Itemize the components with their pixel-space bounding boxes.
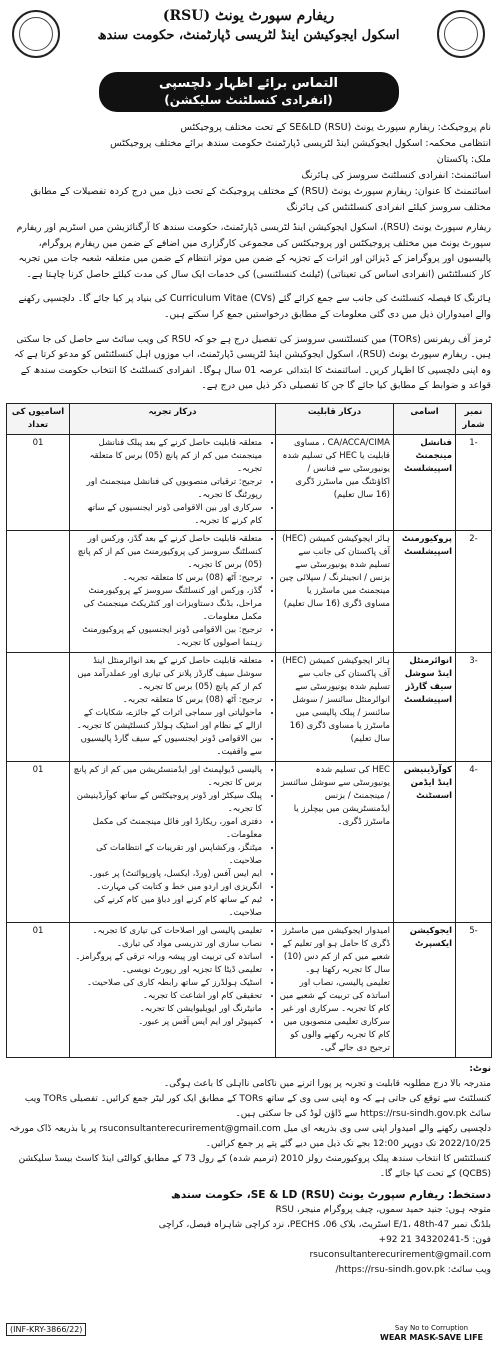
col-header-experience: درکار تجربہ	[70, 403, 276, 434]
banner-line2: (انفرادی کنسلٹنٹ سلیکشن)	[164, 93, 333, 107]
experience-list	[73, 764, 272, 920]
experience-item: • مانیٹرنگ اور ایویلیوایشن کا تجربہ۔	[73, 1003, 262, 1016]
note-item: مندرجہ بالا درج مطلوبہ قابلیت و تجربہ پر پورا اترنے میں ناکامی نااہلی کا باعث ہوگی۔	[163, 1078, 491, 1089]
col-header-post: اسامی	[394, 403, 456, 434]
experience-item: • تعلیمی ڈیٹا کا تجزیہ اور رپورٹ نویسی۔	[73, 964, 262, 977]
cell-qualification: امیدوار ایجوکیشن میں ماسٹرز ڈگری کا حامل ہو اور تعلیم کے شعبے میں کم از کم دس (10) سال کا تجربہ رکھتا ہو۔ تعلیمی پالیسی، نصاب اور اساتذہ کی تربیت کے شعبے میں کام کا تجربہ۔ سرکاری اور غیر سرکاری تعلیمی منصوبوں میں کام کا تجربہ رکھنے والوں کو ترجیح دی جائے گی۔	[276, 922, 394, 1057]
stamp-line1: Say No to Corruption	[394, 1324, 469, 1332]
cell-post: ایجوکیشن ایکسپرٹ	[394, 922, 456, 1057]
notes-title: نوٹ:	[469, 1063, 491, 1074]
experience-list	[73, 655, 272, 759]
cell-count: 01	[7, 434, 70, 530]
experience-item: • ایم ایس آفس (ورڈ، ایکسل، پاورپوائنٹ) پر عبور۔	[73, 868, 262, 881]
cell-qualification: ہائر ایجوکیشن کمیشن (HEC) آف پاکستان کی جانب سے تسلیم شدہ یونیورسٹی سے بزنس / انجینئرنگ / سپلائی چین مینجمنٹ میں ماسٹرز یا مساوی ڈگری (16 سال تعلیم)	[276, 530, 394, 652]
title-banner	[99, 72, 399, 112]
header-titles	[70, 8, 427, 43]
notes	[6, 1062, 491, 1182]
cell-count	[7, 652, 70, 761]
col-header-qualification: درکار قابلیت	[276, 403, 394, 434]
experience-item: • کمپیوٹر اور ایم ایس آفس پر عبور۔	[73, 1016, 262, 1029]
cell-experience	[70, 761, 276, 922]
sindh-govt-seal-icon	[437, 10, 485, 58]
cell-count: 01	[7, 761, 70, 922]
cell-post: انوائرمنٹل اینڈ سوشل سیف گارڈز اسپیشلسٹ	[394, 652, 456, 761]
paragraph: ریفارم سپورٹ یونٹ (RSU)، اسکول ایجوکیشن اینڈ لٹریسی ڈپارٹمنٹ، حکومت سندھ کا آرگنائزیشن میں اسٹریم اور ریفارم سپورٹ یونٹ میں مختلف پروجیکٹس اور پروجیکٹس کی مجموعی کارگزاری میں اضافے کے ضمن میں ریفارم پروگرام، پالیسیوں اور پروگرامز کے ڈیزائن اور اثرات کے تجزیہ کے ضمن میں موثر انتظام کے ضمن میں متعلقہ شعبہ جات میں تجربہ کار کنسلٹنٹس (انفرادی اساس کی تعیناتی) (ٹیلنٹ کنسلٹنسی) کی خدمات ایک سال کی مدت کیلئے حاصل کرنا چاہتا ہے۔	[16, 222, 491, 280]
experience-list	[73, 533, 272, 650]
cell-qualification: HEC کی تسلیم شدہ یونیورسٹی سے سوشل سائنسز / مینجمنٹ / بزنس ایڈمنسٹریشن میں بیچلرز یا ماسٹرز ڈگری۔	[276, 761, 394, 922]
experience-list	[73, 437, 272, 528]
website-link[interactable]: ویب سائٹ: https://rsu-sindh.gov.pk/	[335, 1264, 491, 1275]
header-line1: ریفارم سپورٹ یونٹ (RSU)	[162, 8, 335, 24]
cell-count	[7, 530, 70, 652]
table-row	[7, 761, 492, 922]
cell-sn: -5	[456, 922, 492, 1057]
experience-item: • پالیسی ڈیولپمنٹ اور ایڈمنسٹریشن میں کم از کم پانچ برس کا تجربہ۔	[73, 764, 262, 790]
cell-post: کوآرڈینیشن اینڈ ایڈمن اسسٹنٹ	[394, 761, 456, 922]
experience-item: • متعلقہ قابلیت حاصل کرنے کے بعد گڈز، ورکس اور کنسلٹنگ سروسز کی پروکیورمنٹ میں کم از کم پانچ (05) برس کا تجربہ۔	[73, 533, 262, 572]
meta-assignment-title: اسائنمنٹ کا عنوان: ریفارم سپورٹ یونٹ (RSU) کے مختلف پروجیکٹ کے تحت ذیل میں درج کردہ تفصیلات کے مطابق مختلف سروسز کیلئے انفرادی کنسلٹنٹس کی ہائرنگ	[30, 186, 491, 213]
table-row	[7, 652, 492, 761]
cell-experience	[70, 434, 276, 530]
experience-list	[73, 925, 272, 1029]
cell-experience	[70, 922, 276, 1057]
address: بلڈنگ نمبر 47-E/1، 48th اسٹریٹ، بلاک 06، PECHS، نزد کراچی شاہراہ فیصل، کراچی	[158, 1219, 491, 1230]
cell-post: پروکیورمنٹ اسپیشلسٹ	[394, 530, 456, 652]
anti-corruption-stamp	[380, 1324, 483, 1342]
experience-item: • ترجیح: آٹھ (08) برس کا متعلقہ تجربہ۔	[73, 572, 262, 585]
experience-item: • دفتری امور، ریکارڈ اور فائل مینجمنٹ کی مکمل معلومات۔	[73, 816, 262, 842]
experience-item: • میٹنگز، ورکشاپس اور تقریبات کے انتظامات کی صلاحیت۔	[73, 842, 262, 868]
attention-line: متوجہ ہوں: جنید حمید سموں، چیف پروگرام منیجر، RSU	[275, 1204, 491, 1215]
experience-item: • تعلیمی پالیسی اور اصلاحات کی تیاری کا تجربہ۔	[73, 925, 262, 938]
experience-item: • متعلقہ قابلیت حاصل کرنے کے بعد پبلک فنانشل مینجمنٹ میں کم از کم پانچ (05) برس کا متعلقہ تجربہ۔	[73, 437, 262, 476]
table-row	[7, 434, 492, 530]
experience-item: • ٹیم کے ساتھ کام کرنے اور دباؤ میں کام کرنے کی صلاحیت۔	[73, 894, 262, 920]
experience-item: • ترجیح: بین الاقوامی ڈونر ایجنسیوں کے پروکیورمنٹ رہنما اصولوں کا تجربہ۔	[73, 624, 262, 650]
phone: فون: 5-34320241 21 92+	[378, 1234, 491, 1245]
table-header-row	[7, 403, 492, 434]
ad-code-badge: (INF-KRY-3866/22)	[6, 1323, 86, 1336]
positions-table	[6, 403, 492, 1058]
cell-experience	[70, 530, 276, 652]
note-item: کنسلٹنٹس کا انتخاب سندھ پبلک پروکیورمنٹ رولز 2010 (ترمیم شدہ) کے رول 73 کے مطابق کوالٹی اینڈ کاسٹ بیسڈ سلیکشن (QCBS) کے تحت کیا جائے گا۔	[18, 1153, 491, 1179]
experience-item: • ترجیح: آٹھ (08) برس کا متعلقہ تجربہ۔	[73, 694, 262, 707]
header	[6, 4, 491, 70]
cell-post: فنانشل مینجمنٹ اسپیشلسٹ	[394, 434, 456, 530]
project-meta	[6, 120, 491, 216]
cell-qualification: ہائر ایجوکیشن کمیشن (HEC) آف پاکستان کی جانب سے تسلیم شدہ یونیورسٹی سے انوائرمنٹل سائنسز / سوشل سائنسز / پبلک پالیسی میں ماسٹرز یا مساوی ڈگری (16 سال تعلیم)	[276, 652, 394, 761]
cell-sn: -3	[456, 652, 492, 761]
footer	[6, 1188, 491, 1278]
cell-sn: -1	[456, 434, 492, 530]
signoff: دستخط: ریفارم سپورٹ یونٹ (RSU) SE & LD، حکومت سندھ	[170, 1188, 491, 1201]
experience-item: • بین الاقوامی ڈونر ایجنسیوں کے سیف گارڈ پالیسیوں سے واقفیت۔	[73, 733, 262, 759]
experience-item: • ماحولیاتی اور سماجی اثرات کے جائزے، شکایات کے ازالے کے نظام اور اسٹیک ہولڈر کنسلٹیشن کا تجربہ۔	[73, 707, 262, 733]
experience-item: • تحقیقی کام اور اشاعت کا تجربہ۔	[73, 990, 262, 1003]
cell-qualification: CA/ACCA/CIMA ، مساوی قابلیت یا HEC کی تسلیم شدہ یونیورسٹی سے فنانس / اکاؤنٹنگ میں ماسٹرز ڈگری (16 سال تعلیم)	[276, 434, 394, 530]
experience-item: • اسٹیک ہولڈرز کے ساتھ رابطہ کاری کی صلاحیت۔	[73, 977, 262, 990]
experience-item: • انگریزی اور اردو میں خط و کتابت کی مہارت۔	[73, 881, 262, 894]
experience-item: • گڈز، ورکس اور کنسلٹنگ سروسز کے پروکیورمنٹ مراحل، بڈنگ دستاویزات اور کنٹریکٹ مینجمنٹ کی مکمل معلومات۔	[73, 585, 262, 624]
experience-item: • اساتذہ کی تربیت اور پیشہ ورانہ ترقی کے پروگرامز۔	[73, 951, 262, 964]
col-header-sn: نمبر شمار	[456, 403, 492, 434]
note-item: دلچسپی رکھنے والے امیدوار اپنی سی وی بذریعہ ای میل rsuconsultanterecurirement@gmail.com پر یا بذریعہ ڈاک مورخہ 2022/10/25 تک دوپہر 12:00 بجے تک ذیل میں دیے گئے پتے پر جمع کرائیں۔	[9, 1123, 491, 1149]
cell-experience	[70, 652, 276, 761]
cell-sn: -2	[456, 530, 492, 652]
experience-item: • نصاب سازی اور تدریسی مواد کی تیاری۔	[73, 938, 262, 951]
meta-agency: انتظامی محکمہ: اسکول ایجوکیشن اینڈ لٹریسی ڈپارٹمنٹ حکومت سندھ برائے مختلف پروجیکٹس	[110, 138, 491, 149]
stamp-line2: WEAR MASK-SAVE LIFE	[380, 1333, 484, 1342]
banner-line1: التماس برائے اظہار دلچسپی	[159, 76, 338, 91]
cell-count: 01	[7, 922, 70, 1057]
experience-item: • ترجیح: ترقیاتی منصوبوں کی فنانشل مینجمنٹ اور رپورٹنگ کا تجربہ۔	[73, 476, 262, 502]
note-item: کنسلٹنٹ سے توقع کی جاتی ہے کہ وہ اپنی سی وی کے ساتھ TORs کے مطابق ایک کور لیٹر جمع کرائیں۔ تفصیلی TORs ویب سائٹ https://rsu-sindh.gov.pk سے ڈاؤن لوڈ کی جا سکتی ہیں۔	[24, 1093, 491, 1119]
email-link[interactable]: rsuconsultanterecurirement@gmail.com	[309, 1249, 491, 1260]
col-header-count: اسامیوں کی تعداد	[7, 403, 70, 434]
rsu-logo-icon	[12, 10, 60, 58]
cell-sn: -4	[456, 761, 492, 922]
header-line2: اسکول ایجوکیشن اینڈ لٹریسی ڈپارٹمنٹ، حکومت سندھ	[97, 28, 400, 43]
table-row	[7, 922, 492, 1057]
meta-project: نام پروجیکٹ: ریفارم سپورٹ یونٹ (RSU) SE&LD کے تحت مختلف پروجیکٹس	[180, 122, 491, 133]
paragraph: ہائرنگ کا فیصلہ کنسلٹنٹ کی جانب سے جمع کرائے گئے Curriculum Vitae (CVs) کی بنیاد پر کیا جائے گا۔ دلچسپی رکھنے والے امیدواران ذیل میں دی گئی معلومات کے مطابق درخواستیں جمع کرا سکتے ہیں۔	[18, 293, 491, 320]
intro-paragraphs	[6, 220, 491, 394]
meta-assignment: اسائنمنٹ: انفرادی کنسلٹنٹ سروسز کی ہائرنگ	[301, 170, 491, 181]
experience-item: • پبلک سیکٹر اور ڈونر پروجیکٹس کے ساتھ کوآرڈینیشن کا تجربہ۔	[73, 790, 262, 816]
experience-item: • متعلقہ قابلیت حاصل کرنے کے بعد انوائرمنٹل اینڈ سوشل سیف گارڈز پلانز کی تیاری اور عملدرآمد میں کم از کم پانچ (05) برس کا تجربہ۔	[73, 655, 262, 694]
table-row	[7, 530, 492, 652]
meta-country: ملک: پاکستان	[436, 154, 491, 165]
experience-item: • سرکاری اور بین الاقوامی ڈونر ایجنسیوں کے ساتھ کام کرنے کا تجربہ۔	[73, 502, 262, 528]
paragraph: ٹرمز آف ریفرنس (TORs) میں کنسلٹنسی سروسز کی تفصیل درج ہے جو کہ RSU کی ویب سائٹ سے حاصل کی جا سکتی ہیں۔ ریفارم سپورٹ یونٹ (RSU)، اسکول ایجوکیشن اینڈ لٹریسی ڈپارٹمنٹ، اب موزوں اہل کنسلٹنٹس کو مدعو کرتا ہے کہ وہ اپنی دلچسپی کا اظہار کریں۔ اسائنمنٹ کا ابتدائی عرصہ 01 سال ہوگا۔ انفرادی کنسلٹنٹ کا انتخاب حکومت سندھ کے قواعد و ضوابط کے مطابق کیا جائے گا جن کا تفصیلی ذکر ذیل میں درج ہے۔	[14, 333, 491, 392]
